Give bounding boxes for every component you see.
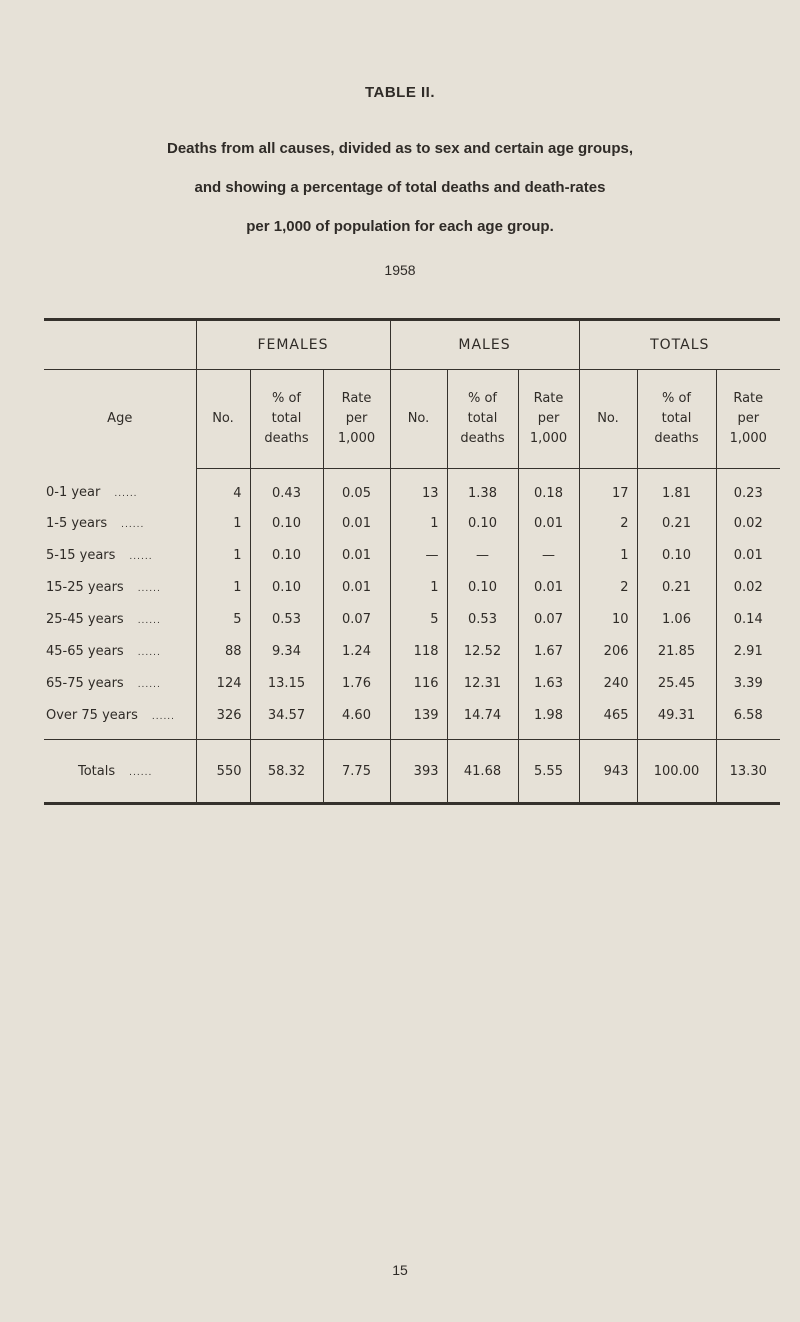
cell-f-no: 550 <box>196 740 250 804</box>
age-label <box>44 699 196 740</box>
cell-t-pct: 21.85 <box>637 635 716 667</box>
cell-m-rate: 5.55 <box>518 740 579 804</box>
percent-header-line: deaths <box>264 431 309 446</box>
percent-header-line: total <box>271 411 302 426</box>
rate-header-line: per <box>345 411 368 426</box>
age-label <box>44 603 196 635</box>
cell-t-rate: 6.58 <box>716 699 780 740</box>
cell-m-pct: 0.10 <box>447 571 518 603</box>
cell-f-no: 88 <box>196 635 250 667</box>
cell-f-no: 5 <box>196 603 250 635</box>
cell-t-pct: 0.10 <box>637 539 716 571</box>
cell-t-rate: 3.39 <box>716 667 780 699</box>
cell-t-rate: 0.14 <box>716 603 780 635</box>
cell-f-no: 326 <box>196 699 250 740</box>
age-label <box>44 507 196 539</box>
page-number: 15 <box>392 1262 408 1278</box>
cell-t-rate: 13.30 <box>716 740 780 804</box>
cell-m-pct: 41.68 <box>447 740 518 804</box>
cell-f-pct: 0.10 <box>250 507 323 539</box>
table-title: TABLE II. <box>364 84 436 101</box>
table-row <box>44 667 780 699</box>
leader-dots: ...... <box>137 615 161 626</box>
percent-header-line: % of <box>661 391 691 406</box>
cell-m-rate: 0.01 <box>518 507 579 539</box>
cell-t-no: 206 <box>579 635 637 667</box>
cell-f-rate: 0.01 <box>323 539 390 571</box>
males-header: MALES <box>390 320 579 370</box>
year-label: 1958 <box>384 262 416 278</box>
cell-t-rate: 0.01 <box>716 539 780 571</box>
age-label <box>44 469 196 508</box>
cell-t-pct: 1.81 <box>637 469 716 508</box>
cell-f-rate: 0.05 <box>323 469 390 508</box>
age-label-text: 25-45 years <box>46 611 124 627</box>
cell-m-rate: 0.07 <box>518 603 579 635</box>
rate-header-line: Rate <box>733 391 764 406</box>
cell-m-rate: 1.63 <box>518 667 579 699</box>
percent-header-line: % of <box>467 391 497 406</box>
cell-f-pct: 0.10 <box>250 571 323 603</box>
table-row <box>44 603 780 635</box>
cell-t-rate: 0.02 <box>716 571 780 603</box>
cell-t-no: 17 <box>579 469 637 508</box>
cell-m-pct: 1.38 <box>447 469 518 508</box>
totals-row <box>44 740 780 804</box>
cell-m-no: 118 <box>390 635 447 667</box>
cell-f-no: 1 <box>196 507 250 539</box>
cell-f-pct: 9.34 <box>250 635 323 667</box>
table-row <box>44 469 780 508</box>
cell-t-no: 465 <box>579 699 637 740</box>
cell-t-pct: 25.45 <box>637 667 716 699</box>
cell-t-no: 2 <box>579 507 637 539</box>
age-label <box>44 740 196 804</box>
totals-percent-header <box>637 370 716 469</box>
cell-m-pct: 0.53 <box>447 603 518 635</box>
rate-header-line: per <box>737 411 760 426</box>
deaths-table <box>44 318 780 805</box>
percent-header-line: total <box>661 411 692 426</box>
rate-header-line: 1,000 <box>729 431 767 446</box>
age-label <box>44 667 196 699</box>
cell-f-rate: 0.01 <box>323 507 390 539</box>
cell-t-pct: 0.21 <box>637 571 716 603</box>
table-row <box>44 571 780 603</box>
leader-dots: ...... <box>137 679 161 690</box>
rate-header-line: 1,000 <box>529 431 568 446</box>
age-label <box>44 635 196 667</box>
age-label-text: 15-25 years <box>46 579 124 595</box>
cell-t-no: 1 <box>579 539 637 571</box>
percent-header-line: total <box>467 411 498 426</box>
rate-header-line: 1,000 <box>337 431 376 446</box>
group-header-row <box>44 320 780 370</box>
column-header-row <box>44 370 780 469</box>
age-label-text: 45-65 years <box>46 643 124 659</box>
leader-dots: ...... <box>129 551 153 562</box>
females-header: FEMALES <box>196 320 390 370</box>
cell-m-pct: 12.52 <box>447 635 518 667</box>
caption-line-2: and showing a percentage of total deaths and death-rates <box>194 179 606 196</box>
cell-f-no: 4 <box>196 469 250 508</box>
percent-header-line: deaths <box>460 431 505 446</box>
age-header: Age <box>107 411 133 427</box>
cell-t-rate: 0.02 <box>716 507 780 539</box>
leader-dots: ...... <box>114 489 138 500</box>
table-row <box>44 635 780 667</box>
leader-dots: ...... <box>137 583 161 594</box>
cell-m-no: 139 <box>390 699 447 740</box>
rate-header-line: Rate <box>341 391 372 406</box>
cell-f-rate: 0.07 <box>323 603 390 635</box>
age-label-text: 0-1 year <box>46 485 101 501</box>
age-label <box>44 539 196 571</box>
cell-f-pct: 13.15 <box>250 667 323 699</box>
cell-t-pct: 49.31 <box>637 699 716 740</box>
age-label-text: Totals <box>78 763 116 779</box>
leader-dots: ...... <box>137 647 161 658</box>
cell-t-pct: 100.00 <box>637 740 716 804</box>
cell-f-rate: 4.60 <box>323 699 390 740</box>
cell-f-pct: 58.32 <box>250 740 323 804</box>
cell-t-pct: 0.21 <box>637 507 716 539</box>
cell-f-pct: 0.10 <box>250 539 323 571</box>
cell-m-no: 393 <box>390 740 447 804</box>
cell-m-no: 13 <box>390 469 447 508</box>
males-percent-header <box>447 370 518 469</box>
cell-m-rate: 1.67 <box>518 635 579 667</box>
percent-header-line: % of <box>271 391 301 406</box>
cell-m-no: — <box>390 539 447 571</box>
cell-t-pct: 1.06 <box>637 603 716 635</box>
table-row <box>44 507 780 539</box>
leader-dots: ...... <box>121 519 145 530</box>
cell-m-no: 1 <box>390 507 447 539</box>
cell-t-no: 2 <box>579 571 637 603</box>
cell-m-no: 5 <box>390 603 447 635</box>
age-label <box>44 571 196 603</box>
cell-f-no: 1 <box>196 539 250 571</box>
cell-t-rate: 2.91 <box>716 635 780 667</box>
cell-f-rate: 0.01 <box>323 571 390 603</box>
cell-m-pct: — <box>447 539 518 571</box>
cell-f-rate: 1.76 <box>323 667 390 699</box>
cell-t-no: 943 <box>579 740 637 804</box>
cell-f-pct: 0.53 <box>250 603 323 635</box>
age-group-blank <box>44 320 196 370</box>
rate-header-line: Rate <box>533 391 564 406</box>
females-no-header: No. <box>196 370 250 469</box>
cell-f-rate: 7.75 <box>323 740 390 804</box>
age-label-text: 5-15 years <box>46 547 116 563</box>
age-label-text: 1-5 years <box>46 515 108 531</box>
cell-m-rate: — <box>518 539 579 571</box>
age-label-text: 65-75 years <box>46 675 124 691</box>
cell-f-no: 1 <box>196 571 250 603</box>
table-row <box>44 539 780 571</box>
cell-m-rate: 0.18 <box>518 469 579 508</box>
totals-no-header: No. <box>579 370 637 469</box>
percent-header-line: deaths <box>654 431 699 446</box>
males-no-header: No. <box>390 370 447 469</box>
caption-line-1: Deaths from all causes, divided as to sex and certain age groups, <box>167 140 633 157</box>
cell-m-no: 116 <box>390 667 447 699</box>
cell-f-rate: 1.24 <box>323 635 390 667</box>
cell-m-pct: 12.31 <box>447 667 518 699</box>
cell-m-rate: 1.98 <box>518 699 579 740</box>
cell-t-rate: 0.23 <box>716 469 780 508</box>
females-percent-header <box>250 370 323 469</box>
leader-dots: ...... <box>151 711 176 722</box>
cell-m-pct: 0.10 <box>447 507 518 539</box>
totals-header: TOTALS <box>579 320 780 370</box>
cell-f-pct: 34.57 <box>250 699 323 740</box>
age-label-text: Over 75 years <box>46 707 138 723</box>
cell-f-no: 124 <box>196 667 250 699</box>
cell-t-no: 240 <box>579 667 637 699</box>
females-rate-header <box>323 370 390 469</box>
cell-m-rate: 0.01 <box>518 571 579 603</box>
rate-header-line: per <box>537 411 560 426</box>
leader-dots: ...... <box>129 767 153 778</box>
males-rate-header <box>518 370 579 469</box>
totals-rate-header <box>716 370 780 469</box>
caption-line-3: per 1,000 of population for each age group. <box>246 218 554 235</box>
cell-f-pct: 0.43 <box>250 469 323 508</box>
cell-m-pct: 14.74 <box>447 699 518 740</box>
table-row <box>44 699 780 740</box>
cell-m-no: 1 <box>390 571 447 603</box>
cell-t-no: 10 <box>579 603 637 635</box>
